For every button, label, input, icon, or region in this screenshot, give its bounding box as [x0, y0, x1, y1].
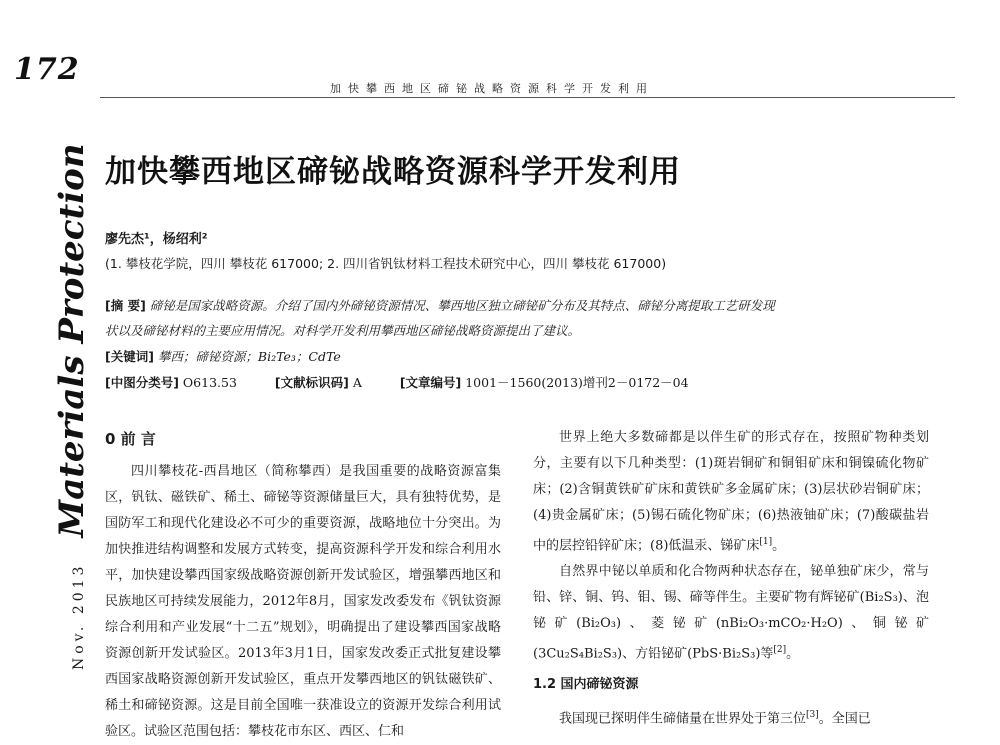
left-column: [105, 425, 501, 745]
side-strip: [52, 143, 92, 670]
abstract-line-2: [105, 320, 580, 342]
page-number: 172: [14, 52, 80, 87]
class-label: [中图分类号]: [105, 375, 179, 390]
issue-date: Nov. 2013: [71, 562, 87, 670]
keywords-line: [105, 346, 341, 368]
abstract-text-1: 碲铋是国家战略资源。介绍了国内外碲铋资源情况、攀西地区独立碲铋矿分布及其特点、碲铋分离提取工艺研发现: [149, 298, 775, 313]
abstract-label: [摘 要]: [105, 298, 146, 313]
keywords-label: [关键词]: [105, 349, 154, 364]
bismuth-paragraph: [533, 559, 929, 667]
abstract-text-2: 状以及碲铋材料的主要应用情况。对科学开发利用攀西地区碲铋战略资源提出了建议。: [105, 323, 581, 338]
doc-code-label: [文献标识码]: [274, 375, 349, 390]
author-list: 廖先杰¹，杨绍利²: [105, 232, 208, 247]
journal-name: Materials Protection: [52, 143, 92, 538]
running-head: 加快攀西地区碲铋战略资源科学开发利用: [330, 82, 654, 95]
article-no-label: [文章编号]: [399, 375, 462, 390]
tellurium-paragraph: [533, 425, 929, 559]
domestic-paragraph: [533, 702, 929, 732]
tellurium-text: 世界上绝大多数碲都是以伴生矿的形式存在，按照矿物种类划分，主要有以下几种类型：(1)斑岩铜矿和铜钼矿床和铜镍硫化物矿床；(2)含铜黄铁矿矿床和黄铁矿多金属矿床；(3)层状砂岩铜矿床；(4)贵金属矿床；(5)锡石硫化物矿床；(6)热液铀矿床；(7)酸碳盐岩中的层控铅锌矿床；(8)低温汞、锑矿床: [533, 430, 929, 554]
class-value: O613.53: [182, 375, 237, 390]
article-no-value: 1001－1560(2013)增刊2－0172－04: [465, 375, 689, 390]
intro-paragraph: 四川攀枝花-西昌地区（简称攀西）是我国重要的战略资源富集区，钒钛、磁铁矿、稀土、碲铋等资源储量巨大，具有独特优势，是国防军工和现代化建设必不可少的重要资源，战略地位十分突出。为加快推进结构调整和发展方式转变，提高资源科学开发和综合利用水平，加快建设攀西国家级战略资源创新开发试验区，增强攀西地区和民族地区可持续发展能力，2012年8月，国家发改委发布《钒钛资源综合利用和产业发展“十二五”规划》，明确提出了建设攀西国家战略资源创新开发试验区。2013年3月1日，国家发改委正式批复建设攀西国家战略资源创新开发试验区，重点开发攀西地区的钒钛磁铁矿、稀土和碲铋资源。这是目前全国唯一获准设立的资源开发综合利用试验区。试验区范围包括：攀枝花市东区、西区、仁和: [105, 464, 501, 739]
right-column: [533, 425, 929, 732]
domestic-end: 。全国已: [818, 710, 871, 726]
section-heading-intro: 0 前 言: [105, 430, 156, 448]
citation-3: [3]: [806, 709, 819, 720]
bismuth-text: 自然界中铋以单质和化合物两种状态存在，铋单独矿床少，常与铅、锌、铜、钨、钼、锡、碲等伴生。主要矿物有辉铋矿(Bi₂S₃)、泡铋矿(Bi₂O₃)、菱铋矿(nBi₂O₃·mCO₂·H₂O)、铜铋矿(3Cu₂S₄Bi₂S₃)、方铅铋矿(PbS·Bi₂S₃)等: [533, 564, 929, 662]
domestic-text: 我国现已探明伴生碲储量在世界处于第三位: [559, 710, 807, 726]
citation-2: [2]: [773, 645, 787, 656]
abstract-line-1: [105, 295, 775, 317]
keywords-text: 攀西；碲铋资源；Bi₂Te₃；CdTe: [157, 349, 341, 364]
classification-line: [105, 372, 689, 394]
bismuth-end: 。: [786, 646, 800, 662]
subheading-domestic: 1.2 国内碲铋资源: [533, 676, 639, 692]
citation-1: [1]: [759, 537, 773, 547]
article-title: 加快攀西地区碲铋战略资源科学开发利用: [105, 154, 681, 190]
affiliations: (1. 攀枝花学院，四川 攀枝花 617000; 2. 四川省钒钛材料工程技术研究中心，四川 攀枝花 617000): [105, 256, 667, 271]
header-rule: [100, 97, 955, 98]
doc-code-value: A: [352, 375, 362, 390]
tellurium-end: 。: [772, 538, 786, 554]
